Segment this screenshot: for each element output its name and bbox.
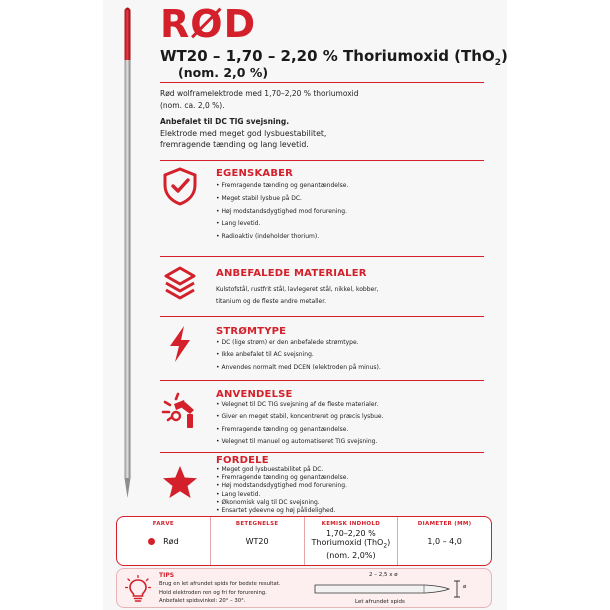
lightbulb-icon — [125, 575, 151, 603]
section-divider — [160, 160, 484, 161]
section-divider — [160, 452, 484, 453]
tip-dimension-label: 2 – 2,5 x ø — [369, 572, 398, 578]
diameter-marker-icon — [453, 579, 461, 599]
star-icon — [160, 462, 200, 502]
color-value: Rød — [163, 537, 179, 546]
materials-line: titanium og de fleste andre metaller. — [216, 298, 327, 305]
subtitle-text: WT20 – 1,70 – 2,20 % Thoriumoxid (ThO — [160, 47, 495, 65]
list-item: • Velegnet til DC TIG svejsning af de fleste materialer. — [216, 399, 384, 411]
intro-block — [160, 88, 480, 151]
spec-diameter-column — [398, 517, 491, 565]
list-item: • Meget god lysbuestabilitet på DC. — [216, 466, 348, 474]
list-item: • Lang levetid. — [216, 491, 348, 499]
list-item: • Høj modstandsdygtighed mod forurening. — [216, 482, 348, 490]
color-swatch-icon — [148, 538, 155, 545]
section-title-current: STRØMTYPE — [216, 326, 287, 337]
chem-line: (nom. 2,0%) — [326, 551, 376, 561]
spec-header: DIAMETER (MM) — [417, 521, 472, 527]
intro-recommendation: Anbefalet til DC TIG svejsning. — [160, 117, 290, 126]
section-title-usage: ANVENDELSE — [216, 389, 293, 400]
spec-table — [116, 516, 492, 566]
tip-line: Anbefalet spidsvinkel: 20° – 30°. — [159, 598, 246, 604]
header-divider — [160, 82, 484, 83]
section-title-benefits: FORDELE — [216, 455, 269, 466]
chem-close: ) — [387, 538, 391, 548]
spec-value — [305, 529, 398, 561]
section-divider — [160, 316, 484, 317]
section-divider — [160, 380, 484, 381]
spec-value: WT20 — [245, 537, 269, 546]
properties-list — [216, 180, 348, 244]
list-item: • Fremragende tænding og genantændelse. — [216, 424, 384, 436]
shield-check-icon — [160, 166, 200, 206]
list-item: • Fremragende tænding og genantændelse. — [216, 180, 348, 193]
spec-chemistry-column — [305, 517, 399, 565]
spec-color-column — [117, 517, 211, 565]
materials-line: Kulstofstål, rustfrit stål, lavlegeret stål, nikkel, kobber, — [216, 286, 379, 293]
intro-line: Elektrode med meget god lysbuestabilitet, — [160, 128, 327, 138]
tips-box — [116, 568, 492, 608]
tip-diameter-symbol: ø — [463, 584, 467, 590]
section-title-materials: ANBEFALEDE MATERIALER — [216, 268, 367, 279]
spec-header: BETEGNELSE — [235, 521, 279, 527]
subtitle-close: ) — [500, 47, 508, 65]
list-item: • DC (lige strøm) er den anbefalede strømtype. — [216, 337, 381, 349]
nominal-content: (nom. 2,0 %) — [178, 65, 269, 80]
list-item: • Velegnet til manuel og automatiseret TIG svejsning. — [216, 436, 384, 448]
tip-line: Brug en let afrundet spids for bedste resultat. — [159, 581, 281, 587]
spec-designation-column — [211, 517, 305, 565]
product-title: RØD — [160, 2, 257, 46]
benefits-list — [216, 466, 348, 515]
layers-icon — [160, 264, 200, 304]
list-item: • Høj modstandsdygtighed mod forurening. — [216, 206, 348, 219]
list-item: • Ensartet ydeevne og høj pålidelighed. — [216, 507, 348, 515]
current-list — [216, 337, 381, 374]
list-item: • Lang levetid. — [216, 218, 348, 231]
list-item: • Meget stabil lysbue på DC. — [216, 193, 348, 206]
chem-line — [305, 538, 398, 551]
tips-title: TIPS — [159, 572, 175, 579]
spec-value: 1,0 – 4,0 — [427, 537, 462, 546]
spec-value — [117, 537, 210, 547]
intro-line: (nom. ca. 2,0 %). — [160, 100, 225, 110]
list-item: • Giver en meget stabil, koncentreret og præcis lysbue. — [216, 411, 384, 423]
tip-line: Hold elektroden ren og fri for forurening. — [159, 589, 267, 596]
chem-subscript: 2 — [383, 543, 388, 550]
subtitle-subscript: 2 — [494, 58, 501, 68]
chem-line: 1,70–2,20 % — [325, 529, 376, 538]
list-item: • Radioaktiv (indeholder thorium). — [216, 231, 348, 244]
section-divider — [160, 256, 484, 257]
materials-text — [216, 284, 426, 308]
chem-text: Thoriumoxid (ThO — [311, 538, 384, 548]
intro-line: Rød wolframelektrode med 1,70–2,20 % thoriumoxid — [160, 89, 359, 98]
welding-torch-icon — [160, 390, 200, 430]
intro-line: fremragende tænding og lang levetid. — [160, 140, 309, 149]
list-item: • Ikke anbefalet til AC svejsning. — [216, 349, 381, 361]
list-item: • Økonomisk valg til DC svejsning. — [216, 499, 348, 507]
list-item: • Fremragende tænding og genantændelse. — [216, 474, 348, 482]
section-title-properties: EGENSKABER — [216, 168, 294, 179]
spec-header: FARVE — [152, 521, 174, 527]
electrode-tip-diagram-icon — [313, 581, 463, 597]
electrode-rod-image — [123, 6, 132, 498]
list-item: • Anvendes normalt med DCEN (elektroden på minus). — [216, 362, 381, 374]
tip-caption: Let afrundet spids — [355, 599, 405, 605]
spec-header: KEMISK INDHOLD — [321, 521, 381, 527]
usage-list — [216, 399, 384, 448]
lightning-bolt-icon — [160, 324, 200, 364]
tips-text — [159, 580, 281, 606]
